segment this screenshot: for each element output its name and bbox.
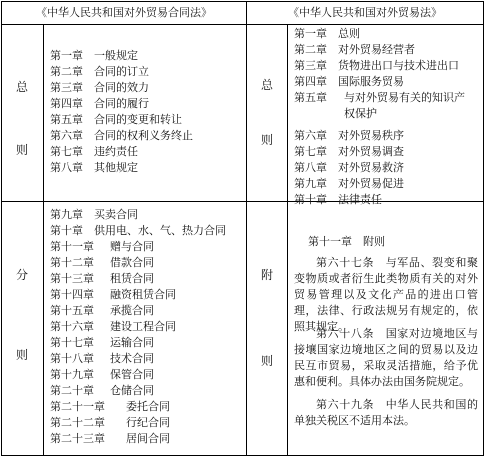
right-general-label-bottom: 则 <box>260 133 273 147</box>
list-item: 第六章 对外贸易秩序 <box>294 129 404 142</box>
list-item: 第七章 违约责任 <box>50 145 138 158</box>
list-item: 第十一章 赠与合同 <box>50 240 154 253</box>
left-general-label-top: 总 <box>15 80 28 94</box>
appendix-title: 第十一章 附则 <box>308 235 385 248</box>
list-item: 第五章 与对外贸易有关的知识产 <box>294 91 465 104</box>
left-specific-chapter-list <box>50 207 226 447</box>
list-item: 第二十三章 居间合同 <box>50 432 170 445</box>
right-appendix-label-top: 附 <box>260 268 273 282</box>
appendix-article-69: 第六十九条 中华人民共和国的单独关税区不适用本法。 <box>294 398 478 427</box>
list-item: 第四章 国际服务贸易 <box>294 75 404 88</box>
list-item: 第九章 对外贸易促进 <box>294 177 404 190</box>
section-divider-left <box>2 201 246 202</box>
list-item: 第二章 合同的订立 <box>50 65 149 78</box>
appendix-article-67: 第六十七条 与军品、裂变和聚变物质或者衍生此类物质有关的对外贸易管理以及文化产品的进出口管理，法律、行政法规另有规定的，依照其规定。 <box>294 256 478 333</box>
list-item: 第十九章 保管合同 <box>50 368 154 381</box>
left-specific-label-top: 分 <box>15 268 28 282</box>
list-item: 第十七章 运输合同 <box>50 336 154 349</box>
left-label-divider <box>43 24 44 455</box>
list-item: 第十二章 借款合同 <box>50 256 154 269</box>
right-general-label-top: 总 <box>260 78 273 92</box>
comparison-table <box>1 1 484 456</box>
center-divider <box>246 2 247 455</box>
list-item: 第八章 对外贸易救济 <box>294 161 404 174</box>
list-item: 第二十章 仓储合同 <box>50 384 154 397</box>
list-item: 第四章 合同的履行 <box>50 97 149 110</box>
list-item: 第二十一章 委托合同 <box>50 400 170 413</box>
list-item: 第十五章 承揽合同 <box>50 304 154 317</box>
left-specific-label-bottom: 则 <box>15 348 28 362</box>
right-appendix-label-bottom: 则 <box>260 354 273 368</box>
right-label-divider <box>287 24 288 455</box>
list-item: 第五章 合同的变更和转让 <box>50 113 182 126</box>
list-item: 第三章 货物进出口与技术进出口 <box>294 59 459 72</box>
list-item: 第十章 供用电、水、气、热力合同 <box>50 224 226 237</box>
list-item: 第十章 法律责任 <box>294 193 382 206</box>
list-item: 第十六章 建设工程合同 <box>50 320 176 333</box>
list-item: 第一章 总则 <box>294 27 360 40</box>
list-item: 第二章 对外贸易经营者 <box>294 43 415 56</box>
list-item: 第八章 其他规定 <box>50 161 138 174</box>
list-item: 第七章 对外贸易调查 <box>294 145 404 158</box>
list-item: 第十四章 融资租赁合同 <box>50 288 176 301</box>
list-item: 第十八章 技术合同 <box>50 352 154 365</box>
header-divider <box>2 24 483 25</box>
right-column-header: 《中华人民共和国对外贸易法》 <box>288 6 442 19</box>
left-general-chapter-list <box>50 48 193 176</box>
appendix-article-68: 第六十八条 国家对边境地区与接壤国家边境地区之间的贸易以及边民互市贸易，采取灵活措施，给予优惠和便利。具体办法由国务院规定。 <box>294 327 478 388</box>
list-item: 第六章 合同的权利义务终止 <box>50 129 193 142</box>
list-item: 第二十二章 行纪合同 <box>50 416 170 429</box>
list-item: 第九章 买卖合同 <box>50 208 138 221</box>
left-general-label-bottom: 则 <box>15 143 28 157</box>
right-general-chapter-list <box>294 26 465 208</box>
list-item: 权保护 <box>344 107 377 120</box>
list-item: 第一章 一般规定 <box>50 49 138 62</box>
left-column-header: 《中华人民共和国对外贸易合同法》 <box>36 6 212 19</box>
list-item: 第三章 合同的效力 <box>50 81 149 94</box>
list-item: 第十三章 租赁合同 <box>50 272 154 285</box>
